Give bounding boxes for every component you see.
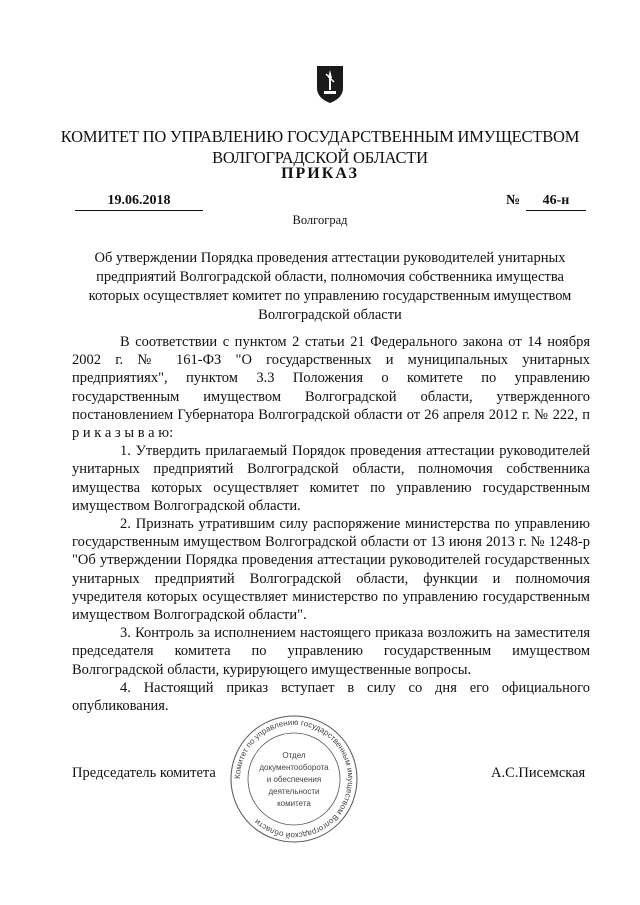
order-body xyxy=(72,333,590,715)
order-subject: Об утверждении Порядка проведения аттестации руководителей унитарных предприятий Волгоградской области, полномочия собственника имущества которых осуществляет комитет по управлению государственным имуществом Волгоградской области xyxy=(88,250,572,323)
organization-name xyxy=(0,126,640,168)
item-2-paragraph: 2. Признать утратившим силу распоряжение министерства по управлению государственным имуществом Волгоградской области от 13 июня 2013 г. № 1248-р "Об утверждении Порядка проведения аттестации руководителей государственных унитарных предприятий Волгоградской области, функции и полномочия учредителя которых осуществляет министерство по управлению государственным имуществом Волгоградской области". xyxy=(72,516,590,624)
stamp-line-1: Отдел xyxy=(282,751,306,760)
coat-of-arms-icon xyxy=(315,64,345,104)
stamp-seal xyxy=(228,713,360,845)
item-4-paragraph: 4. Настоящий приказ вступает в силу со дня его официального опубликования. xyxy=(72,679,590,715)
stamp-line-2: документооборота xyxy=(259,763,329,772)
item-3-paragraph: 3. Контроль за исполнением настоящего приказа возложить на заместителя председателя комитета по управлению государственным имуществом Волгоградской области, курирующего имущественные вопросы. xyxy=(72,625,590,678)
document-type: ПРИКАЗ xyxy=(281,165,359,182)
stamp-ring-text: Комитет по управлению государственным имуществом Волгоградской области xyxy=(232,717,356,841)
order-date: 19.06.2018 xyxy=(75,192,203,211)
signer-title: Председатель комитета xyxy=(72,765,216,781)
organization-line-1: КОМИТЕТ ПО УПРАВЛЕНИЮ ГОСУДАРСТВЕННЫМ ИМУЩЕСТВОМ xyxy=(60,127,580,146)
order-number-sign: № xyxy=(506,193,521,208)
city: Волгоград xyxy=(292,213,348,227)
organization-line-2: ВОЛГОГРАДСКОЙ ОБЛАСТИ xyxy=(212,148,428,167)
order-number: 46-н xyxy=(526,192,586,211)
stamp-line-3: и обеспечения xyxy=(266,775,322,784)
signer-name: А.С.Писемская xyxy=(491,765,586,781)
item-1-paragraph: 1. Утвердить прилагаемый Порядок проведения аттестации руководителей унитарных предприятий Волгоградской области, полномочия собственника имущества которых осуществляет комитет по управлению государственным имуществом Волгоградской области. xyxy=(72,443,590,514)
stamp-line-4: деятельности xyxy=(268,787,320,796)
preamble-paragraph: В соответствии с пунктом 2 статьи 21 Федерального закона от 14 ноября 2002 г. № 161-ФЗ "О государственных и муниципальных унитарных предприятиях", пунктом 3.3 Положения о комитете по управлению государственным имуществом Волгоградской области, утвержденного постановлением Губернатора Волгоградской области от 26 апреля 2012 г. № 222, п р и к а з ы в а ю: xyxy=(72,334,590,442)
stamp-line-5: комитета xyxy=(277,799,311,808)
